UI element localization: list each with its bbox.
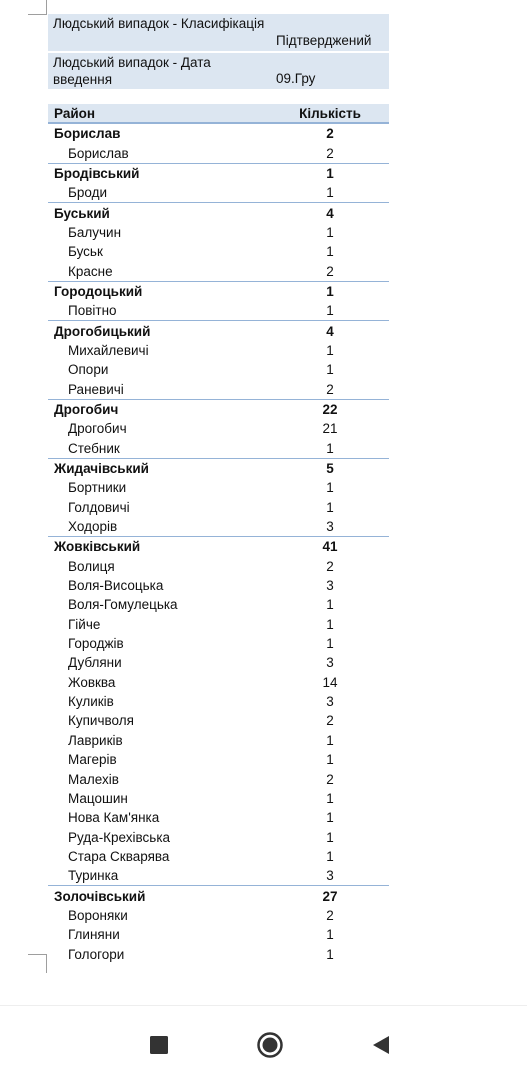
town-count: 2 (326, 263, 334, 279)
district-name: Дрогобицький (54, 323, 151, 339)
town-row (48, 557, 389, 576)
district-total: 41 (322, 539, 338, 555)
town-name: Куликів (68, 694, 114, 710)
district-name: Городоцький (54, 283, 143, 299)
town-count: 1 (326, 946, 334, 962)
town-name: Раневичі (68, 381, 124, 397)
town-name: Жовква (68, 674, 116, 690)
town-name: Гійче (68, 616, 101, 632)
town-row (48, 576, 389, 595)
town-row (48, 439, 389, 458)
town-count: 1 (326, 848, 334, 864)
town-name: Воля-Висоцька (68, 578, 164, 594)
town-row (48, 498, 389, 517)
town-name: Повітно (68, 303, 117, 319)
town-row (48, 143, 389, 162)
android-navigation-bar (0, 1005, 527, 1081)
town-name: Нова Кам'янка (68, 810, 160, 826)
town-row (48, 419, 389, 438)
home-button[interactable] (256, 1031, 284, 1059)
back-icon (367, 1031, 395, 1059)
district-total: 4 (326, 323, 334, 339)
town-row (48, 847, 389, 866)
town-count: 1 (326, 597, 334, 613)
town-name: Голдовичі (68, 499, 130, 515)
district-row[interactable] (48, 281, 389, 301)
town-count: 2 (326, 145, 334, 161)
town-count: 2 (326, 381, 334, 397)
town-row (48, 906, 389, 925)
town-name: Городжів (68, 636, 124, 652)
town-row (48, 711, 389, 730)
district-name: Жидачівський (54, 461, 149, 477)
pivot-body (48, 123, 389, 964)
town-name: Руда-Крехівська (68, 829, 171, 845)
town-name: Броди (68, 185, 107, 201)
district-row[interactable] (48, 458, 389, 478)
district-total: 2 (326, 126, 334, 142)
town-row (48, 379, 389, 398)
district-total: 22 (322, 401, 338, 417)
town-count: 1 (326, 362, 334, 378)
district-total: 1 (326, 283, 334, 299)
town-name: Михайлевичі (68, 342, 149, 358)
filter-value: Підтверджений (271, 14, 389, 52)
town-row (48, 223, 389, 242)
town-count: 21 (322, 421, 338, 437)
district-row[interactable] (48, 399, 389, 419)
district-row[interactable] (48, 202, 389, 222)
district-name: Буський (54, 205, 110, 221)
town-name: Гологори (68, 946, 125, 962)
town-row (48, 925, 389, 944)
town-name: Буськ (68, 244, 103, 260)
filter-row-classification (48, 14, 389, 52)
town-name: Вороняки (68, 907, 128, 923)
town-count: 14 (322, 674, 338, 690)
town-name: Стебник (68, 440, 120, 456)
town-count: 1 (326, 616, 334, 632)
town-count: 3 (326, 655, 334, 671)
town-count: 1 (326, 303, 334, 319)
district-name: Дрогобич (54, 401, 119, 417)
town-row (48, 595, 389, 614)
town-count: 2 (326, 558, 334, 574)
town-count: 1 (326, 752, 334, 768)
town-name: Купичволя (68, 713, 134, 729)
district-name: Бродівський (54, 165, 140, 181)
recent-apps-button[interactable] (145, 1031, 173, 1059)
filter-label: Людський випадок - Дата введення (48, 52, 271, 90)
town-count: 1 (326, 480, 334, 496)
town-name: Глиняни (68, 927, 120, 943)
district-row[interactable] (48, 123, 389, 143)
town-row (48, 478, 389, 497)
town-row (48, 301, 389, 320)
filter-row-date (48, 52, 389, 90)
district-total: 1 (326, 165, 334, 181)
district-row[interactable] (48, 320, 389, 340)
town-name: Опори (68, 362, 109, 378)
town-row (48, 866, 389, 885)
town-row (48, 615, 389, 634)
page-crop-mark-top (28, 0, 47, 15)
town-row (48, 242, 389, 261)
district-name: Жовківський (54, 539, 141, 555)
town-row (48, 634, 389, 653)
town-name: Воля-Гомулецька (68, 597, 178, 613)
filter-table (48, 14, 389, 91)
town-count: 1 (326, 244, 334, 260)
town-name: Лавриків (68, 732, 123, 748)
town-name: Борислав (68, 145, 129, 161)
town-count: 1 (326, 440, 334, 456)
page-crop-mark-bottom (28, 954, 47, 973)
district-name: Борислав (54, 126, 121, 142)
town-count: 1 (326, 790, 334, 806)
town-name: Мацошин (68, 790, 128, 806)
town-count: 1 (326, 732, 334, 748)
town-count: 1 (326, 927, 334, 943)
town-name: Ходорів (68, 519, 118, 535)
town-name: Стара Скварява (68, 848, 170, 864)
district-name: Золочівський (54, 888, 146, 904)
filter-value: 09.Гру (271, 52, 389, 90)
pivot-header (48, 104, 389, 123)
district-total: 27 (322, 888, 338, 904)
town-name: Магерів (68, 752, 117, 768)
district-row[interactable] (48, 163, 389, 183)
town-row (48, 341, 389, 360)
town-row (48, 360, 389, 379)
town-row (48, 261, 389, 280)
town-count: 1 (326, 342, 334, 358)
town-row (48, 750, 389, 769)
town-count: 1 (326, 829, 334, 845)
town-name: Волиця (68, 558, 115, 574)
town-row (48, 789, 389, 808)
town-name: Малехів (68, 771, 119, 787)
town-row (48, 808, 389, 827)
town-count: 1 (326, 185, 334, 201)
town-count: 1 (326, 636, 334, 652)
column-header-district: Район (54, 106, 96, 121)
town-row (48, 653, 389, 672)
back-button[interactable] (367, 1031, 395, 1059)
column-header-count: Кількість (299, 106, 361, 121)
town-name: Балучин (68, 224, 122, 240)
town-count: 1 (326, 810, 334, 826)
district-total: 5 (326, 461, 334, 477)
district-row[interactable] (48, 885, 389, 905)
town-row (48, 183, 389, 202)
district-total: 4 (326, 205, 334, 221)
town-row (48, 827, 389, 846)
town-row (48, 769, 389, 788)
home-icon (256, 1031, 284, 1059)
town-count: 2 (326, 771, 334, 787)
town-count: 3 (326, 578, 334, 594)
town-row (48, 731, 389, 750)
district-row[interactable] (48, 536, 389, 556)
town-row (48, 692, 389, 711)
town-name: Дубляни (68, 655, 122, 671)
town-row (48, 944, 389, 963)
town-count: 3 (326, 519, 334, 535)
town-row (48, 673, 389, 692)
town-row (48, 517, 389, 536)
town-count: 2 (326, 907, 334, 923)
town-name: Красне (68, 263, 113, 279)
recent-apps-icon (145, 1031, 173, 1059)
town-count: 3 (326, 868, 334, 884)
town-count: 3 (326, 694, 334, 710)
town-name: Дрогобич (68, 421, 127, 437)
town-name: Бортники (68, 480, 127, 496)
town-name: Туринка (68, 868, 119, 884)
town-count: 1 (326, 224, 334, 240)
filter-label: Людський випадок - Класифікація (48, 14, 271, 52)
town-count: 2 (326, 713, 334, 729)
town-count: 1 (326, 499, 334, 515)
pivot-table (48, 104, 389, 964)
